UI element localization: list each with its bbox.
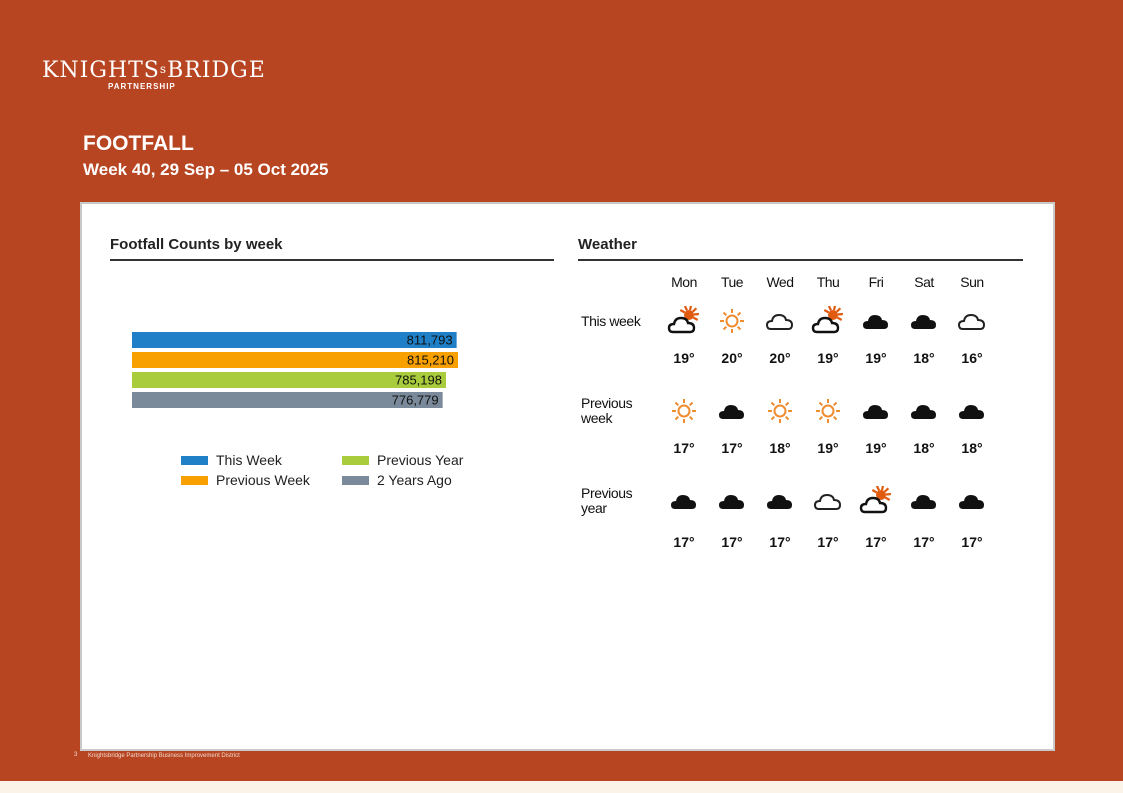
bar-value-label: 811,793: [406, 332, 453, 348]
legend-label: Previous Year: [377, 452, 464, 468]
legend-label: This Week: [216, 452, 282, 468]
weather-row-label: This week: [581, 313, 641, 329]
bar-value-label: 776,779: [391, 392, 439, 408]
cloud-outline-icon: [952, 306, 992, 336]
cloud-icon: [904, 486, 944, 516]
weather-row-label: Previous week: [581, 395, 633, 426]
weather-temperature: 17°: [721, 534, 743, 550]
weather-day-wed: Wed: [766, 274, 794, 290]
footer-text: Knightsbridge Partnership Business Improvement District: [88, 753, 240, 759]
cloud-icon: [856, 396, 896, 426]
footfall-bar-chart: [82, 204, 582, 524]
cloud-icon: [904, 396, 944, 426]
weather-temperature: 17°: [673, 534, 695, 550]
cloud-icon: [856, 306, 896, 336]
weather-temperature: 17°: [721, 440, 743, 456]
weather-day-sun: Sun: [960, 274, 984, 290]
cloud-outline-icon: [808, 486, 848, 516]
legend-swatch: [342, 476, 369, 485]
sun-icon: [760, 396, 800, 426]
weather-temperature: 19°: [817, 350, 839, 366]
cloud-icon: [712, 396, 752, 426]
footfall-heading: Footfall Counts by week: [110, 236, 554, 261]
legend-swatch: [342, 456, 369, 465]
weather-heading: Weather: [578, 236, 1023, 261]
weather-temperature: 19°: [817, 440, 839, 456]
weather-temperature: 18°: [913, 350, 935, 366]
knightsbridge-logo: [42, 58, 266, 91]
cloud-icon: [664, 486, 704, 516]
cloud-icon: [904, 306, 944, 336]
sun-icon: [712, 306, 752, 336]
weather-day-fri: Fri: [868, 274, 884, 290]
cloud-icon: [760, 486, 800, 516]
cloud-outline-icon: [760, 306, 800, 336]
weather-temperature: 18°: [769, 440, 791, 456]
weather-temperature: 17°: [961, 534, 983, 550]
weather-day-mon: Mon: [671, 274, 697, 290]
weather-temperature: 17°: [817, 534, 839, 550]
bar-value-label: 815,210: [407, 352, 454, 368]
cloud-icon: [952, 396, 992, 426]
legend-swatch: [181, 476, 208, 485]
weather-temperature: 17°: [865, 534, 887, 550]
page-subtitle: Week 40, 29 Sep – 05 Oct 2025: [83, 160, 329, 179]
weather-temperature: 18°: [961, 440, 983, 456]
weather-temperature: 19°: [865, 440, 887, 456]
weather-temperature: 17°: [769, 534, 791, 550]
page-title: FOOTFALL: [83, 132, 194, 155]
cloud-icon: [712, 486, 752, 516]
weather-day-thu: Thu: [816, 274, 840, 290]
bar-value-label: 785,198: [394, 372, 442, 388]
partly-sunny-icon: [856, 486, 896, 516]
legend-swatch: [181, 456, 208, 465]
weather-temperature: 18°: [913, 440, 935, 456]
weather-temperature: 20°: [721, 350, 743, 366]
partly-sunny-icon: [808, 306, 848, 336]
logo-wordmark: KNIGHTS$^s$BRIDGE: [42, 58, 266, 83]
weather-temperature: 17°: [673, 440, 695, 456]
sun-icon: [664, 396, 704, 426]
legend-label: 2 Years Ago: [377, 472, 452, 488]
weather-temperature: 19°: [865, 350, 887, 366]
page-number: 3: [74, 752, 78, 758]
weather-temperature: 20°: [769, 350, 791, 366]
weather-day-tue: Tue: [720, 274, 744, 290]
cloud-icon: [952, 486, 992, 516]
legend-label: Previous Week: [216, 472, 310, 488]
weather-row-label: Previous year: [581, 485, 633, 516]
partly-sunny-icon: [664, 306, 704, 336]
page-bottom-strip: [0, 781, 1123, 793]
sun-icon: [808, 396, 848, 426]
logo-subtitle: PARTNERSHIP: [108, 82, 176, 91]
weather-temperature: 16°: [961, 350, 983, 366]
weather-temperature: 19°: [673, 350, 695, 366]
report-panel: [80, 202, 1055, 751]
weather-day-sat: Sat: [914, 274, 934, 290]
weather-temperature: 17°: [913, 534, 935, 550]
